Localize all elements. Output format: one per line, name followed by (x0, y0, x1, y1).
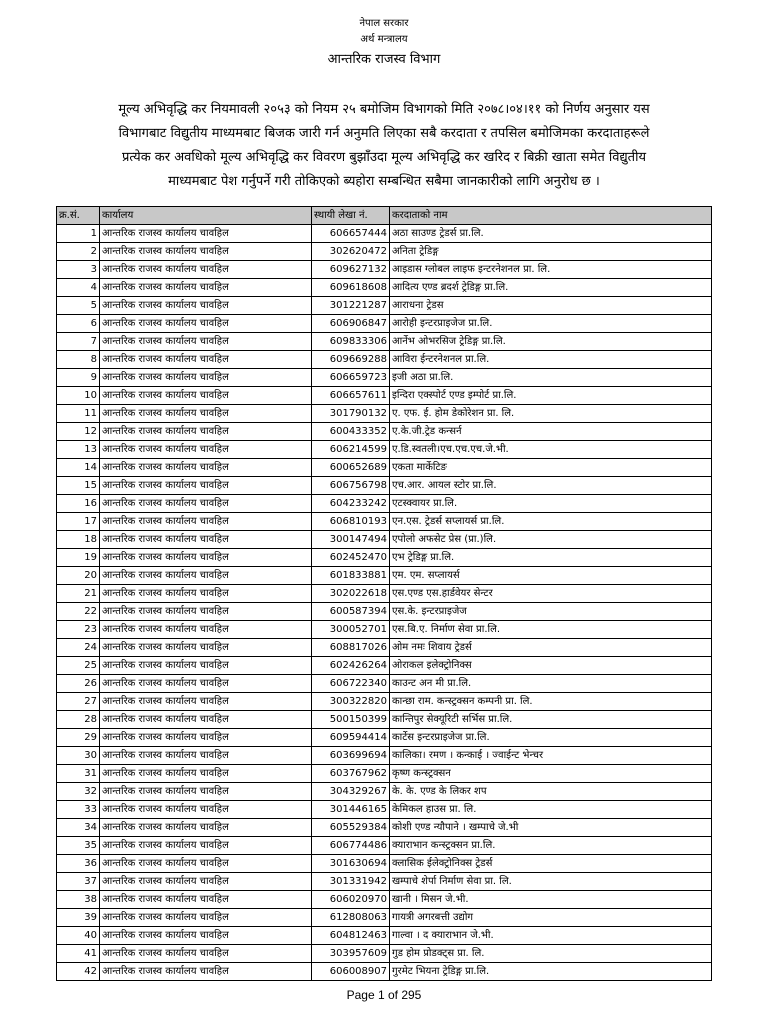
office-cell: आन्तरिक राजस्व कार्यालय चावहिल (100, 333, 312, 351)
table-header-row (57, 207, 712, 225)
table-row (57, 459, 712, 477)
taxpayer-name-cell: एकता मार्केटिङ (390, 459, 712, 477)
office-cell: आन्तरिक राजस्व कार्यालय चावहिल (100, 243, 312, 261)
serial-cell: 28 (57, 711, 100, 729)
taxpayer-name-cell: खम्पाचे शेर्पा निर्माण सेवा प्रा. लि. (390, 873, 712, 891)
table-row (57, 261, 712, 279)
table-row (57, 927, 712, 945)
pan-cell: 604233242 (312, 495, 390, 513)
pan-cell: 609627132 (312, 261, 390, 279)
taxpayer-name-cell: एभ ट्रेडिङ्ग प्रा.लि. (390, 549, 712, 567)
table-row (57, 909, 712, 927)
office-cell: आन्तरिक राजस्व कार्यालय चावहिल (100, 351, 312, 369)
office-cell: आन्तरिक राजस्व कार्यालय चावहिल (100, 567, 312, 585)
taxpayer-name-cell: आरोही इन्टरप्राइजेज प्रा.लि. (390, 315, 712, 333)
table-row (57, 801, 712, 819)
serial-cell: 17 (57, 513, 100, 531)
table-row (57, 405, 712, 423)
pan-cell: 600652689 (312, 459, 390, 477)
serial-cell: 3 (57, 261, 100, 279)
office-cell: आन्तरिक राजस्व कार्यालय चावहिल (100, 693, 312, 711)
office-cell: आन्तरिक राजस्व कार्यालय चावहिल (100, 495, 312, 513)
taxpayer-name-cell: इजी अठा प्रा.लि. (390, 369, 712, 387)
pan-cell: 301221287 (312, 297, 390, 315)
pan-cell: 604812463 (312, 927, 390, 945)
taxpayer-name-cell: ए. एफ. ई. होम डेकोरेशन प्रा. लि. (390, 405, 712, 423)
ministry-name: अर्थ मन्त्रालय (360, 34, 408, 45)
pan-cell: 603699694 (312, 747, 390, 765)
office-cell: आन्तरिक राजस्व कार्यालय चावहिल (100, 927, 312, 945)
serial-cell: 35 (57, 837, 100, 855)
office-cell: आन्तरिक राजस्व कार्यालय चावहिल (100, 315, 312, 333)
serial-cell: 18 (57, 531, 100, 549)
office-cell: आन्तरिक राजस्व कार्यालय चावहिल (100, 909, 312, 927)
serial-cell: 20 (57, 567, 100, 585)
serial-cell: 40 (57, 927, 100, 945)
table-row (57, 549, 712, 567)
serial-cell: 23 (57, 621, 100, 639)
office-cell: आन्तरिक राजस्व कार्यालय चावहिल (100, 783, 312, 801)
notice-line: विभागबाट विद्युतीय माध्यमबाट बिजक जारी गर्न अनुमति लिएका सबै करदाता र तपसिल बमोजिमका करदाताहरूले (118, 126, 650, 141)
office-cell: आन्तरिक राजस्व कार्यालय चावहिल (100, 747, 312, 765)
table-row (57, 873, 712, 891)
table-row (57, 351, 712, 369)
serial-cell: 2 (57, 243, 100, 261)
pan-cell: 602452470 (312, 549, 390, 567)
office-cell: आन्तरिक राजस्व कार्यालय चावहिल (100, 657, 312, 675)
office-cell: आन्तरिक राजस्व कार्यालय चावहिल (100, 603, 312, 621)
pan-cell: 612808063 (312, 909, 390, 927)
table-row (57, 819, 712, 837)
pan-cell: 606722340 (312, 675, 390, 693)
taxpayer-name-cell: खानी । मिसन जे.भी. (390, 891, 712, 909)
header-serial: क्र.सं. (57, 207, 100, 225)
notice-line: माध्यमबाट पेश गर्नुपर्ने गरी तोकिएको ब्यहोरा सम्बन्धित सबैमा जानकारीको लागि अनुरोध छ । (168, 174, 600, 189)
serial-cell: 6 (57, 315, 100, 333)
notice-line: प्रत्येक कर अवधिको मूल्य अभिवृद्धि कर विवरण बुझाँउदा मूल्य अभिवृद्धि कर खरिद र बिक्री खाता समेत विद्युतीय (121, 150, 647, 165)
pan-cell: 304329267 (312, 783, 390, 801)
serial-cell: 4 (57, 279, 100, 297)
taxpayer-name-cell: ए.डि.स्वतली।एच.एच.एच.जे.भी. (390, 441, 712, 459)
serial-cell: 36 (57, 855, 100, 873)
taxpayer-name-cell: एच.आर. आयल स्टोर प्रा.लि. (390, 477, 712, 495)
office-cell: आन्तरिक राजस्व कार्यालय चावहिल (100, 621, 312, 639)
taxpayer-name-cell: कार्टेस इन्टरप्राइजेज प्रा.लि. (390, 729, 712, 747)
serial-cell: 27 (57, 693, 100, 711)
pan-cell: 608817026 (312, 639, 390, 657)
pan-cell: 601833881 (312, 567, 390, 585)
serial-cell: 15 (57, 477, 100, 495)
office-cell: आन्तरिक राजस्व कार्यालय चावहिल (100, 801, 312, 819)
table-row (57, 387, 712, 405)
serial-cell: 7 (57, 333, 100, 351)
taxpayer-name-cell: केमिकल हाउस प्रा. लि. (390, 801, 712, 819)
table-row (57, 693, 712, 711)
office-cell: आन्तरिक राजस्व कार्यालय चावहिल (100, 639, 312, 657)
pan-cell: 301630694 (312, 855, 390, 873)
notice-paragraph (55, 98, 713, 194)
taxpayer-name-cell: काउन्ट अन मी प्रा.लि. (390, 675, 712, 693)
pan-cell: 301446165 (312, 801, 390, 819)
office-cell: आन्तरिक राजस्व कार्यालय चावहिल (100, 855, 312, 873)
serial-cell: 34 (57, 819, 100, 837)
pan-cell: 606756798 (312, 477, 390, 495)
serial-cell: 24 (57, 639, 100, 657)
taxpayer-name-cell: ओराकल इलेक्ट्रोनिक्स (390, 657, 712, 675)
pan-cell: 606657444 (312, 225, 390, 243)
taxpayer-name-cell: एन.एस. ट्रेडर्स सप्लायर्स प्रा.लि. (390, 513, 712, 531)
table-row (57, 423, 712, 441)
table-row (57, 585, 712, 603)
serial-cell: 11 (57, 405, 100, 423)
taxpayer-name-cell: क्याराभान कन्स्ट्रक्सन प्रा.लि. (390, 837, 712, 855)
pan-cell: 609594414 (312, 729, 390, 747)
serial-cell: 13 (57, 441, 100, 459)
taxpayer-name-cell: एस.बि.ए. निर्माण सेवा प्रा.लि. (390, 621, 712, 639)
serial-cell: 37 (57, 873, 100, 891)
office-cell: आन्तरिक राजस्व कार्यालय चावहिल (100, 531, 312, 549)
office-cell: आन्तरिक राजस्व कार्यालय चावहिल (100, 441, 312, 459)
taxpayer-name-cell: आर्नेभ ओभरसिज ट्रेडिङ्ग प्रा.लि. (390, 333, 712, 351)
serial-cell: 29 (57, 729, 100, 747)
taxpayer-name-cell: ए.के.जी.ट्रेड कन्सर्न (390, 423, 712, 441)
table-row (57, 531, 712, 549)
taxpayer-name-cell: के. के. एण्ड के लिकर शप (390, 783, 712, 801)
table-row (57, 243, 712, 261)
serial-cell: 5 (57, 297, 100, 315)
taxpayer-name-cell: आराधना ट्रेडस (390, 297, 712, 315)
table-row (57, 567, 712, 585)
header-pan: स्थायी लेखा नं. (312, 207, 390, 225)
office-cell: आन्तरिक राजस्व कार्यालय चावहिल (100, 459, 312, 477)
table-row (57, 603, 712, 621)
serial-cell: 22 (57, 603, 100, 621)
taxpayer-name-cell: गायत्री अगरबत्ती उद्योग (390, 909, 712, 927)
table-row (57, 297, 712, 315)
pan-cell: 602426264 (312, 657, 390, 675)
taxpayer-name-cell: कान्तिपुर सेक्यूरिटी सर्भिस प्रा.लि. (390, 711, 712, 729)
table-row (57, 747, 712, 765)
serial-cell: 1 (57, 225, 100, 243)
pan-cell: 302620472 (312, 243, 390, 261)
table-row (57, 279, 712, 297)
serial-cell: 39 (57, 909, 100, 927)
office-cell: आन्तरिक राजस्व कार्यालय चावहिल (100, 837, 312, 855)
taxpayer-name-cell: अठा साउण्ड ट्रेडर्स प्रा.लि. (390, 225, 712, 243)
pan-cell: 606659723 (312, 369, 390, 387)
serial-cell: 42 (57, 963, 100, 981)
serial-cell: 8 (57, 351, 100, 369)
office-cell: आन्तरिक राजस्व कार्यालय चावहिल (100, 891, 312, 909)
table-row (57, 639, 712, 657)
taxpayer-table (56, 206, 712, 981)
page-number: Page 1 of 295 (346, 988, 422, 1002)
table-row (57, 225, 712, 243)
pan-cell: 606008907 (312, 963, 390, 981)
table-row (57, 495, 712, 513)
serial-cell: 10 (57, 387, 100, 405)
table-row (57, 369, 712, 387)
pan-cell: 606906847 (312, 315, 390, 333)
office-cell: आन्तरिक राजस्व कार्यालय चावहिल (100, 387, 312, 405)
taxpayer-name-cell: एस.के. इन्टरप्राइजेज (390, 603, 712, 621)
pan-cell: 606214599 (312, 441, 390, 459)
office-cell: आन्तरिक राजस्व कार्यालय चावहिल (100, 945, 312, 963)
pan-cell: 609669288 (312, 351, 390, 369)
table-row (57, 729, 712, 747)
office-cell: आन्तरिक राजस्व कार्यालय चावहिल (100, 513, 312, 531)
taxpayer-name-cell: कालिका। रमण । कन्काई । ज्वाईन्ट भेन्चर (390, 747, 712, 765)
office-cell: आन्तरिक राजस्व कार्यालय चावहिल (100, 585, 312, 603)
table-body (57, 225, 712, 981)
office-cell: आन्तरिक राजस्व कार्यालय चावहिल (100, 711, 312, 729)
pan-cell: 500150399 (312, 711, 390, 729)
office-cell: आन्तरिक राजस्व कार्यालय चावहिल (100, 279, 312, 297)
serial-cell: 38 (57, 891, 100, 909)
taxpayer-name-cell: गुड होम प्रोडक्ट्स प्रा. लि. (390, 945, 712, 963)
office-cell: आन्तरिक राजस्व कार्यालय चावहिल (100, 477, 312, 495)
office-cell: आन्तरिक राजस्व कार्यालय चावहिल (100, 729, 312, 747)
serial-cell: 9 (57, 369, 100, 387)
taxpayer-name-cell: अनिता ट्रेडिङ्ग (390, 243, 712, 261)
pan-cell: 303957609 (312, 945, 390, 963)
office-cell: आन्तरिक राजस्व कार्यालय चावहिल (100, 765, 312, 783)
department-name: आन्तरिक राजस्व विभाग (327, 52, 441, 67)
office-cell: आन्तरिक राजस्व कार्यालय चावहिल (100, 225, 312, 243)
pan-cell: 300147494 (312, 531, 390, 549)
office-cell: आन्तरिक राजस्व कार्यालय चावहिल (100, 423, 312, 441)
office-cell: आन्तरिक राजस्व कार्यालय चावहिल (100, 261, 312, 279)
table-row (57, 855, 712, 873)
pan-cell: 603767962 (312, 765, 390, 783)
table-row (57, 675, 712, 693)
office-cell: आन्तरिक राजस्व कार्यालय चावहिल (100, 819, 312, 837)
serial-cell: 30 (57, 747, 100, 765)
pan-cell: 605529384 (312, 819, 390, 837)
taxpayer-name-cell: गाल्वा । द क्याराभान जे.भी. (390, 927, 712, 945)
pan-cell: 609618608 (312, 279, 390, 297)
pan-cell: 600433352 (312, 423, 390, 441)
office-cell: आन्तरिक राजस्व कार्यालय चावहिल (100, 369, 312, 387)
office-cell: आन्तरिक राजस्व कार्यालय चावहिल (100, 297, 312, 315)
office-cell: आन्तरिक राजस्व कार्यालय चावहिल (100, 675, 312, 693)
table-row (57, 837, 712, 855)
taxpayer-name-cell: क्लासिक ईलेक्ट्रोनिक्स ट्रेडर्स (390, 855, 712, 873)
office-cell: आन्तरिक राजस्व कार्यालय चावहिल (100, 405, 312, 423)
pan-cell: 301331942 (312, 873, 390, 891)
pan-cell: 302022618 (312, 585, 390, 603)
office-cell: आन्तरिक राजस्व कार्यालय चावहिल (100, 963, 312, 981)
government-name: नेपाल सरकार (359, 18, 409, 29)
table-row (57, 657, 712, 675)
pan-cell: 609833306 (312, 333, 390, 351)
pan-cell: 300052701 (312, 621, 390, 639)
serial-cell: 31 (57, 765, 100, 783)
serial-cell: 12 (57, 423, 100, 441)
table-row (57, 315, 712, 333)
taxpayer-name-cell: एस.एण्ड एस.हार्डवेयर सेन्टर (390, 585, 712, 603)
pan-cell: 606774486 (312, 837, 390, 855)
office-cell: आन्तरिक राजस्व कार्यालय चावहिल (100, 549, 312, 567)
taxpayer-name-cell: आइडास ग्लोबल लाइफ इन्टरनेशनल प्रा. लि. (390, 261, 712, 279)
taxpayer-name-cell: गुरमेट भियना ट्रेडिङ्ग प्रा.लि. (390, 963, 712, 981)
taxpayer-name-cell: कान्छा राम. कन्स्ट्रक्सन कम्पनी प्रा. लि. (390, 693, 712, 711)
header-office: कार्यालय (100, 207, 312, 225)
taxpayer-name-cell: आविरा ईन्टरनेशनल प्रा.लि. (390, 351, 712, 369)
serial-cell: 32 (57, 783, 100, 801)
table-row (57, 783, 712, 801)
serial-cell: 33 (57, 801, 100, 819)
header-taxpayer-name: करदाताको नाम (390, 207, 712, 225)
table-row (57, 333, 712, 351)
serial-cell: 25 (57, 657, 100, 675)
taxpayer-name-cell: आदित्य एण्ड ब्रदर्श ट्रेडिङ्ग प्रा.लि. (390, 279, 712, 297)
serial-cell: 16 (57, 495, 100, 513)
office-cell: आन्तरिक राजस्व कार्यालय चावहिल (100, 873, 312, 891)
serial-cell: 21 (57, 585, 100, 603)
taxpayer-name-cell: एटस्क्वायर प्रा.लि. (390, 495, 712, 513)
table-row (57, 441, 712, 459)
taxpayer-name-cell: एपोलो अफसेट प्रेस (प्रा.)लि. (390, 531, 712, 549)
serial-cell: 19 (57, 549, 100, 567)
serial-cell: 26 (57, 675, 100, 693)
notice-line: मूल्य अभिवृद्धि कर नियमावली २०५३ को नियम २५ बमोजिम विभागको मिति २०७८।०४।११ को निर्णय अनुसार यस (118, 102, 650, 117)
taxpayer-name-cell: कोशी एण्ड न्यौपाने । खम्पाचे जे.भी (390, 819, 712, 837)
taxpayer-name-cell: ओम नमः शिवाय ट्रेडर्स (390, 639, 712, 657)
table-row (57, 477, 712, 495)
table-row (57, 513, 712, 531)
serial-cell: 41 (57, 945, 100, 963)
pan-cell: 606020970 (312, 891, 390, 909)
pan-cell: 300322820 (312, 693, 390, 711)
taxpayer-name-cell: इन्दिरा एक्स्पोर्ट एण्ड इम्पोर्ट प्रा.लि. (390, 387, 712, 405)
pan-cell: 606810193 (312, 513, 390, 531)
table-row (57, 963, 712, 981)
pan-cell: 606657611 (312, 387, 390, 405)
table-row (57, 945, 712, 963)
taxpayer-name-cell: एम. एम. सप्लायर्स (390, 567, 712, 585)
pan-cell: 301790132 (312, 405, 390, 423)
taxpayer-name-cell: कृष्ण कन्स्ट्रक्सन (390, 765, 712, 783)
table-row (57, 621, 712, 639)
table-row (57, 765, 712, 783)
pan-cell: 600587394 (312, 603, 390, 621)
table-row (57, 891, 712, 909)
table-row (57, 711, 712, 729)
document-header (0, 16, 768, 70)
serial-cell: 14 (57, 459, 100, 477)
